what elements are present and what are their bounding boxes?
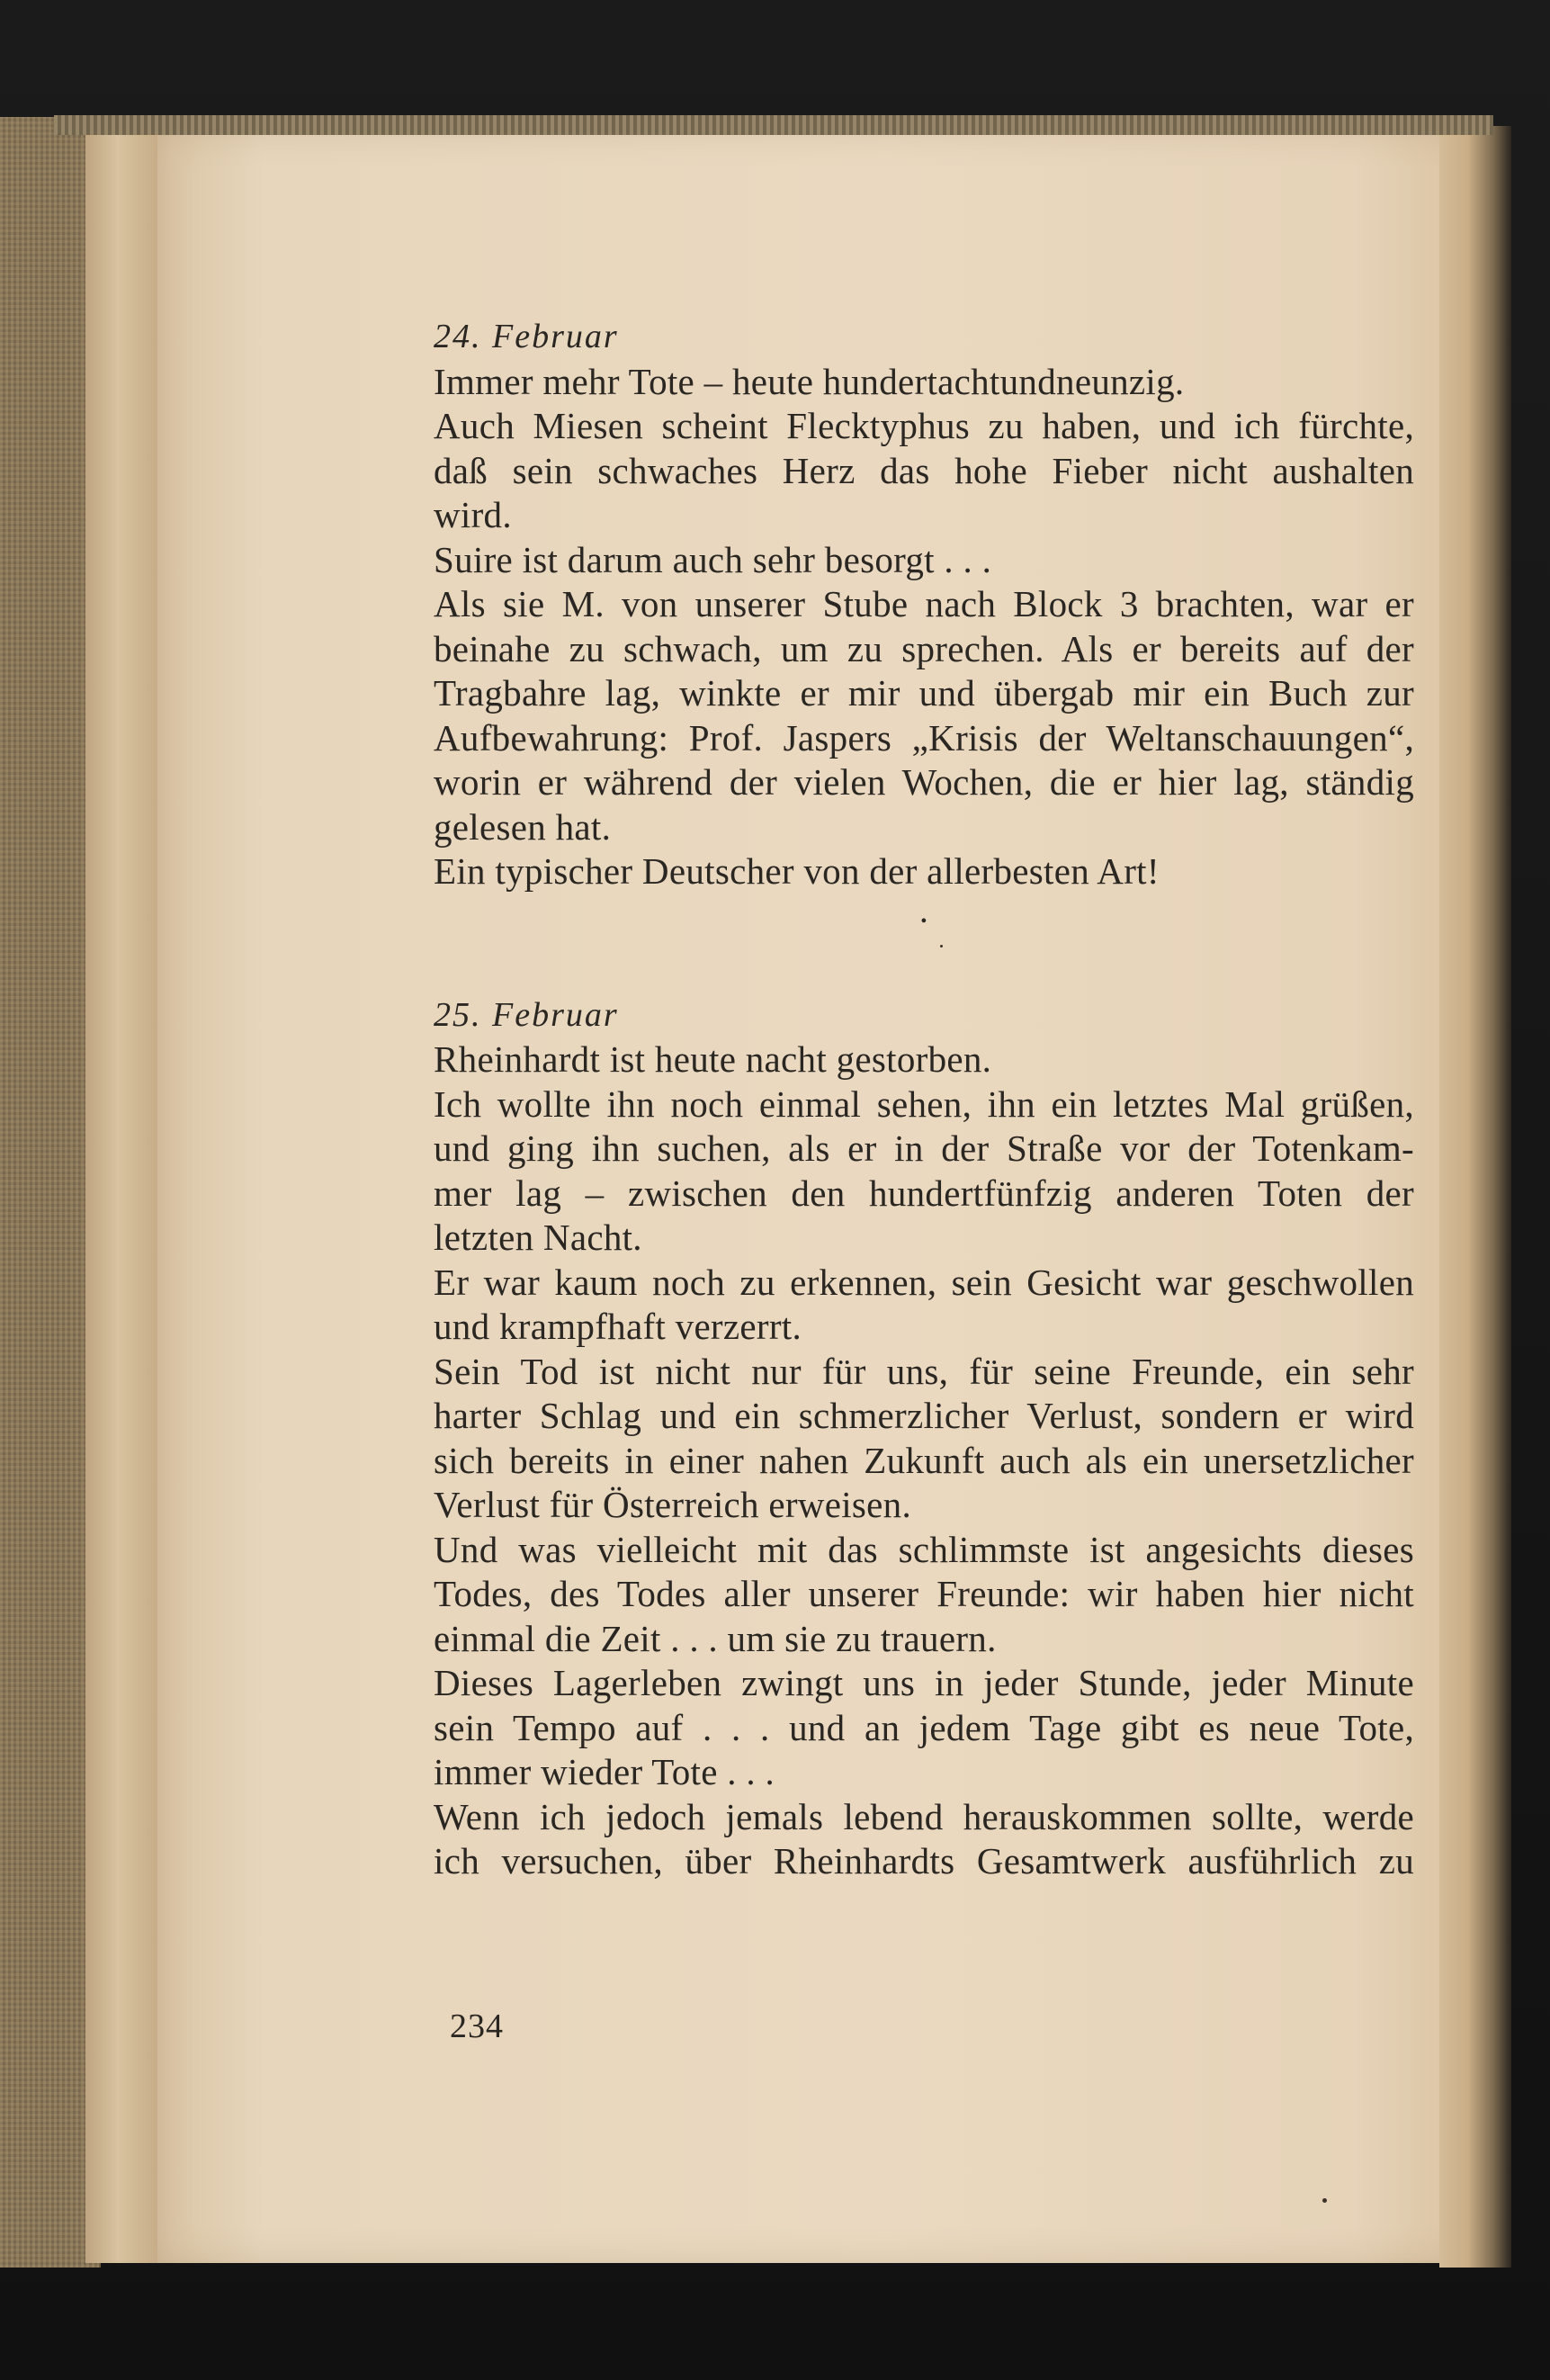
text-line: daß sein schwaches Herz das hohe Fieber nicht aushalten [434, 449, 1414, 491]
entry-separator: • [920, 911, 927, 931]
text-line: Ein typischer Deutscher von der allerbesten Art! [434, 850, 1160, 892]
text-line: und krampfhaft verzerrt. [434, 1306, 802, 1347]
text-line: ich versuchen, über Rheinhardts Gesamtwerk ausführlich zu [434, 1840, 1414, 1882]
text-line: und ging ihn suchen, als er in der Straße vor der Totenkam- [434, 1127, 1414, 1169]
text-line: Tragbahre lag, winkte er mir und übergab mir ein Buch zur [434, 672, 1414, 714]
text-line: Als sie M. von unserer Stube nach Block 3 brachten, war er [434, 583, 1414, 624]
entry-date: 25. Februar [434, 995, 619, 1034]
text-line: Wenn ich jedoch jemals lebend herauskommen sollte, werde [434, 1795, 1414, 1837]
page-stack-edge [85, 130, 166, 2263]
text-line: einmal die Zeit . . . um sie zu trauern. [434, 1617, 997, 1659]
text-line: sein Tempo auf . . . und an jedem Tage gibt es neue Tote, [434, 1706, 1414, 1748]
text-line: Aufbewahrung: Prof. Jaspers „Krisis der Weltanschauungen“, [434, 716, 1414, 759]
text-line: wird. [434, 494, 512, 535]
text-line: beinahe zu schwach, um zu sprechen. Als er bereits auf der [434, 627, 1414, 669]
text-line: immer wieder Tote . . . [434, 1751, 775, 1792]
text-line: Sein Tod ist nicht nur für uns, für seine Freunde, ein sehr [434, 1350, 1414, 1392]
text-line: Er war kaum noch zu erkennen, sein Gesicht war geschwollen [434, 1261, 1414, 1303]
page-gutter [1439, 126, 1511, 2268]
book-top-edge [54, 115, 1493, 135]
diary-entry [434, 315, 1423, 894]
text-line: harter Schlag und ein schmerzlicher Verlust, sondern er wird [434, 1395, 1414, 1436]
text-line: gelesen hat. [434, 805, 612, 848]
page-number: 234 [450, 2007, 504, 2045]
text-line: sich bereits in einer nahen Zukunft auch als ein unersetzlicher [434, 1439, 1414, 1481]
text-line: Und was vielleicht mit das schlimmste ist angesichts dieses [434, 1528, 1414, 1570]
paper-speck [1322, 2198, 1327, 2203]
text-line: Rheinhardt ist heute nacht gestorben. [434, 1038, 992, 1080]
paper-speck [940, 945, 943, 948]
diary-entry [434, 993, 1423, 1884]
text-line: letzten Nacht. [434, 1217, 642, 1258]
text-line: Suire ist darum auch sehr besorgt . . . [434, 538, 992, 580]
text-line: worin er während der vielen Wochen, die er hier lag, ständig [434, 761, 1414, 803]
text-line: mer lag – zwischen den hundertfünfzig anderen Toten der [434, 1172, 1414, 1214]
text-line: Ich wollte ihn noch einmal sehen, ihn ein letztes Mal grüßen, [434, 1082, 1414, 1125]
page-text [434, 315, 1423, 1884]
text-line: Verlust für Österreich erweisen. [434, 1484, 912, 1525]
text-line: Todes, des Todes aller unserer Freunde: wir haben hier nicht [434, 1573, 1414, 1614]
text-line: Dieses Lagerleben zwingt uns in jeder Stunde, jeder Minute [434, 1662, 1414, 1703]
text-line: Auch Miesen scheint Flecktyphus zu haben, und ich fürchte, [434, 405, 1414, 446]
entry-date: 24. Februar [434, 318, 619, 355]
text-line: Immer mehr Tote – heute hundertachtundneunzig. [434, 360, 1185, 402]
